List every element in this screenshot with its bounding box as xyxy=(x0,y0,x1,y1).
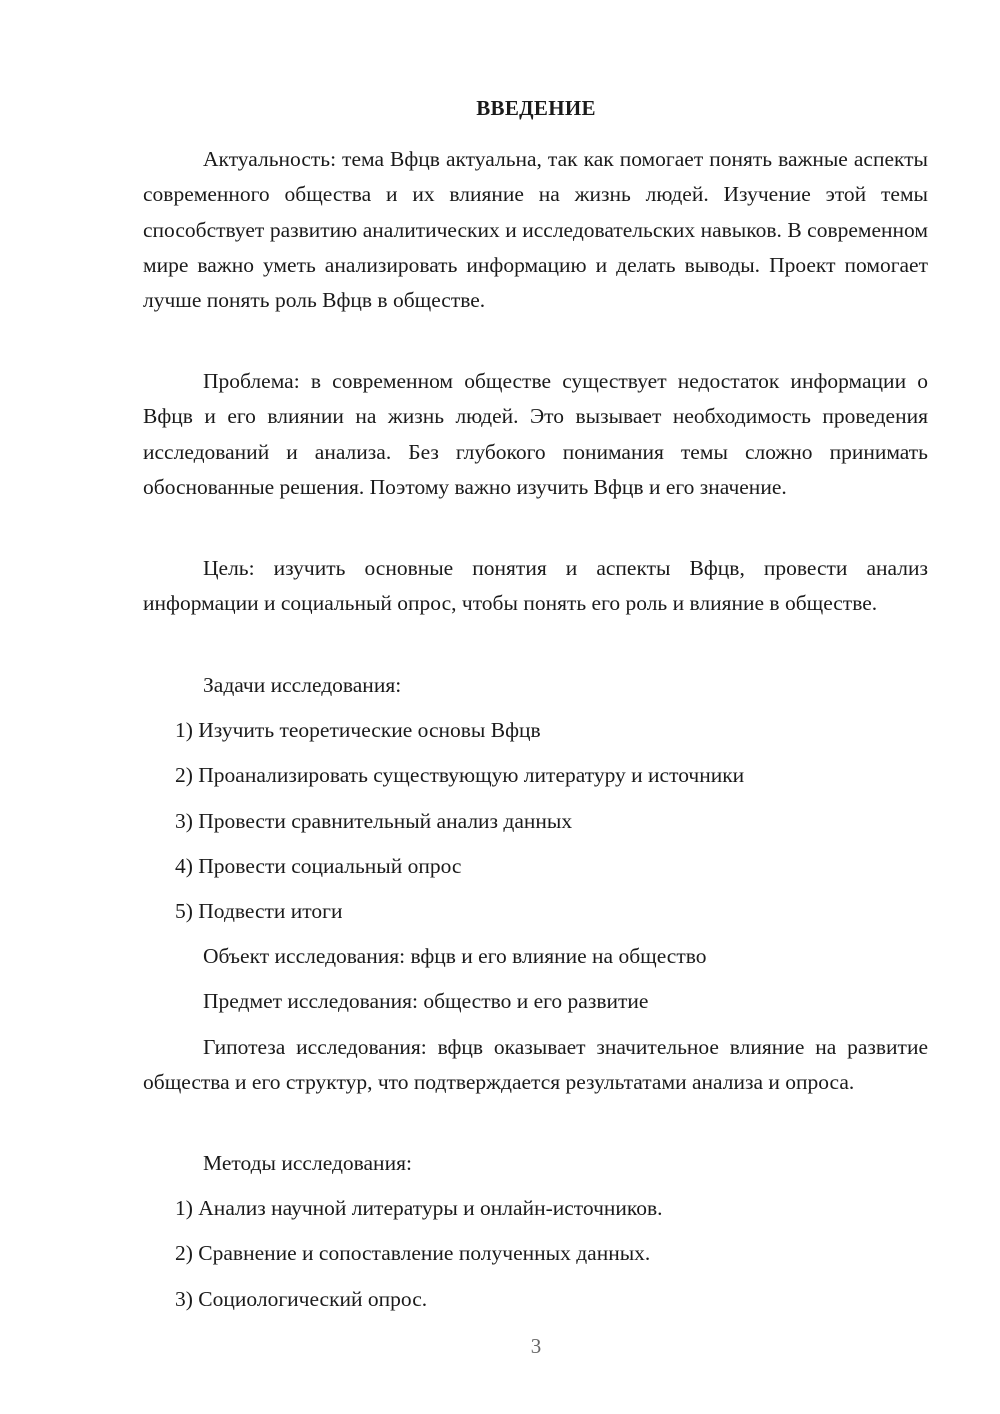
method-item-3: 3) Социологический опрос. xyxy=(175,1287,428,1311)
research-object: Объект исследования: вфцв и его влияние на общество xyxy=(203,944,707,968)
tasks-heading: Задачи исследования: xyxy=(203,673,402,697)
page-title: ВВЕДЕНИЕ xyxy=(476,96,596,120)
page-number: 3 xyxy=(530,1334,542,1358)
methods-heading: Методы исследования: xyxy=(203,1151,412,1175)
problem-paragraph: Проблема: в современном обществе существует недостаток информации о Вфцв и его влиянии на жизнь людей. Это вызывает необходимость проведения исследований и анализа. Без глубокого понимания темы сложно принимать обоснованные решения. Поэтому важно изучить Вфцв и его значение. xyxy=(143,369,928,499)
task-item-5: 5) Подвести итоги xyxy=(175,899,343,923)
hypothesis-paragraph: Гипотеза исследования: вфцв оказывает значительное влияние на развитие общества и его структур, что подтверждается результатами анализа и опроса. xyxy=(143,1035,928,1095)
relevance-paragraph: Актуальность: тема Вфцв актуальна, так как помогает понять важные аспекты современного общества и их влияние на жизнь людей. Изучение этой темы способствует развитию аналитических и исследовательских навыков. В современном мире важно уметь анализировать информацию и делать выводы. Проект помогает лучше понять роль Вфцв в обществе. xyxy=(143,147,928,313)
goal-paragraph: Цель: изучить основные понятия и аспекты Вфцв, провести анализ информации и социальный опрос, чтобы понять его роль и влияние в обществе. xyxy=(143,556,928,616)
task-item-3: 3) Провести сравнительный анализ данных xyxy=(175,809,573,833)
method-item-1: 1) Анализ научной литературы и онлайн-источников. xyxy=(175,1196,663,1220)
method-item-2: 2) Сравнение и сопоставление полученных данных. xyxy=(175,1241,651,1265)
task-item-1: 1) Изучить теоретические основы Вфцв xyxy=(175,718,541,742)
task-item-2: 2) Проанализировать существующую литературу и источники xyxy=(175,763,745,787)
research-subject: Предмет исследования: общество и его развитие xyxy=(203,989,649,1013)
task-item-4: 4) Провести социальный опрос xyxy=(175,854,462,878)
